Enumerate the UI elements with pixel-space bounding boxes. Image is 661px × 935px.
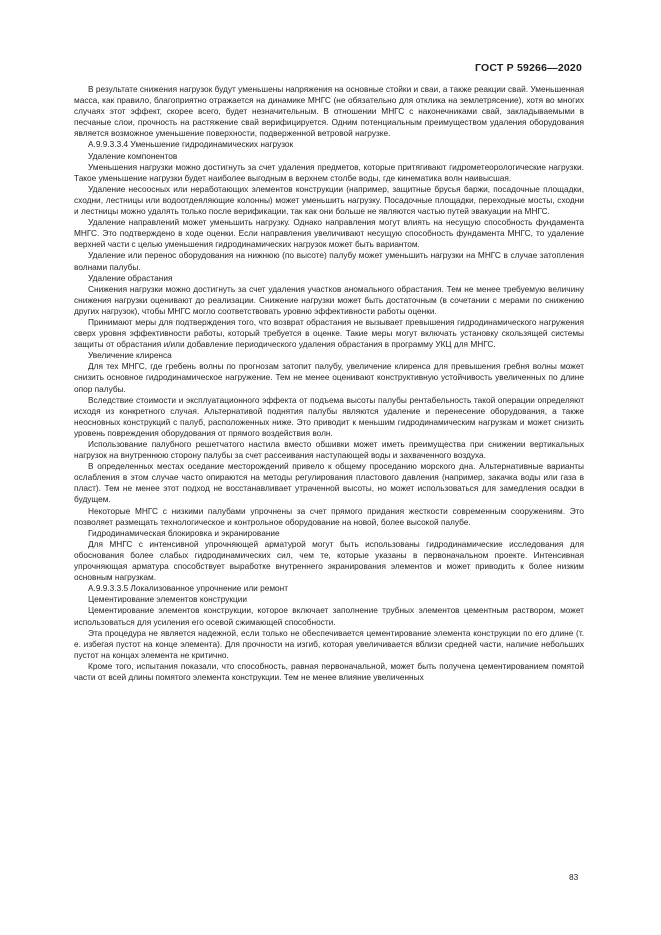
- subheading-grouting: Цементирование элементов конструкции: [88, 594, 248, 605]
- paragraph: Использование палубного решетчатого настила вместо обшивки может иметь преимущества при снижении вертикальных нагрузок на внутреннюю сторону палубы за счет рассеивания наступающей воды и захваченного воздуха.: [74, 439, 584, 461]
- subheading-marine-growth-removal: Удаление обрастания: [88, 272, 173, 283]
- page-number: 83: [569, 872, 579, 882]
- paragraph: Некоторые МНГС с низкими палубами упрочнены за счет прямого придания жесткости современным сооружениям. Это позволяет размещать технологическое и контрольное оборудование на новой, более высокой палубе.: [74, 505, 584, 527]
- paragraph: Удаление несоосных или неработающих элементов конструкции (например, защитные брусья баржи, посадочные площадки, сходни, лестницы или водоотдеяляющие колонны) может уменьшить нагрузку. Посадочные площадки, переходные мосты, сходни и лестницы можно удалять только после верификации, так как они больше не являются частью путей эвакуации на МНГС.: [74, 183, 584, 217]
- paragraph: Для тех МНГС, где гребень волны по прогнозам затопит палубу, увеличение клиренса для превышения гребня волны может снизить основное гидродинамическое нагружение. Тем не менее оценивают конструктивную устойчивость увеличенных по длине опор палубы.: [74, 361, 584, 394]
- section-heading-hydrodynamic: А.9.9.3.3.4 Уменьшение гидродинамических нагрузок: [88, 139, 294, 150]
- paragraph: Вследствие стоимости и эксплуатационного эффекта от подъема высоты палубы рентабельность такой операции определяют исходя из конкретного случая. Альтернативой поднятия палубы являются удаление и перенесение оборудования, а также неосновных конструкций с палуб, расположенных ниже. Это приводит к меньшим гидродинамическим нагрузкам и может снизить уровень повреждения оборудования от прямого воздействия волн.: [74, 394, 584, 438]
- paragraph: Эта процедура не является надежной, если только не обеспечивается цементирование элемента конструкции по его длине (т. е. избегая пустот на конце элемента). Для прочности на изгиб, которая увеличивается вблизи средней части, наличие небольших пустот на концах элемента не критично.: [74, 627, 584, 660]
- paragraph: Цементирование элементов конструкции, которое включает заполнение трубных элементов цементным раствором, может использоваться для усиления его осевой сжимающей способности.: [74, 605, 584, 627]
- paragraph: Уменьшения нагрузки можно достигнуть за счет удаления предметов, которые притягивают гидрометеорологические нагрузки. Такое уменьшение нагрузки будет наиболее выгодным в верхнем столбе воды, где кинематика волн наивысшая.: [74, 161, 584, 183]
- paragraph: Принимают меры для подтверждения того, что возврат обрастания не вызывает превышения гидродинамического нагружения сверх уровня эффективности работы, который требуется в оценке. Такие меры могут включать установку скользящей системы защиты от обрастания и/или добавление периодического удаления обрастания в программу УКЦ для МНГС.: [74, 316, 584, 350]
- paragraph: Снижения нагрузки можно достигнуть за счет удаления участков аномального обрастания. Тем не менее требуемую величину снижения нагрузки оценивают до реализации. Снижение нагрузки может быть достаточным (в сочетании с мерами по снижению других нагрузок), чтобы МНГС могло соответствовать уровню эффективности работы оценки.: [74, 283, 584, 316]
- section-heading-local-strengthening: А.9.9.3.3.5 Локализованное упрочнение или ремонт: [88, 583, 289, 594]
- subheading-hydrodynamic-shielding: Гидродинамическая блокировка и экранирование: [88, 527, 280, 538]
- subheading-clearance-increase: Увеличение клиренса: [88, 350, 172, 361]
- paragraph: Удаление или перенос оборудования на нижнюю (по высоте) палубу может уменьшить нагрузки на МНГС в случае затопления волнами палубы.: [74, 250, 584, 272]
- document-code: ГОСТ Р 59266—2020: [474, 62, 582, 74]
- paragraph: Кроме того, испытания показали, что способность, равная первоначальной, может быть получена цементированием помятой части от всей длины помятого элемента конструкции. Тем не менее влияние увеличенных: [74, 660, 584, 682]
- paragraph-load-reduction-effects: В результате снижения нагрузок будут уменьшены напряжения на основные стойки и сваи, а также реакции свай. Уменьшенная масса, как правило, благоприятно отражается на динамике МНГС (не обязательно для отклика на землетрясение), хотя во многих случаях этот эффект, скорее всего, будет незначительным. В отношении МНГС с наконечниками свай, закладываемыми в песчаные слои, прочность на растяжение свай верифицируется. Одним потенциальным преимуществом удаления оборудования является возможное уменьшение поверхности, подверженной ветровой нагрузке.: [74, 84, 584, 139]
- paragraph: Для МНГС с интенсивной упрочняющей арматурой могут быть использованы гидродинамические исследования для обоснования более слабых гидродинамических сил, чем те, которые указаны в первоначальном проекте. Интенсивная упрочняющая арматура способствует выработке внутреннего экранирования элементов и может приводить к более низким основным нагрузкам.: [74, 538, 584, 583]
- paragraph: Удаление направлений может уменьшить нагрузку. Однако направления могут влиять на несущую способность фундамента МНГС. Это подтверждено в ходе оценки. Если направления увеличивают несущую способность фундамента МНГС, то удаление верхней части с целью уменьшения гидродинамических нагрузок может быть вариантом.: [74, 217, 584, 250]
- paragraph: В определенных местах оседание месторождений привело к общему проседанию морского дна. Альтернативные варианты ослабления в этом случае часто опираются на методы регулирования пластового давления (например, закачка воды или газа в пласт). Тем не менее этот подход не восстанавливает утраченной высоты, но может использоваться для замедления осадки в будущем.: [74, 461, 584, 505]
- document-body: [74, 84, 584, 683]
- subheading-component-removal: Удаление компонентов: [88, 150, 178, 161]
